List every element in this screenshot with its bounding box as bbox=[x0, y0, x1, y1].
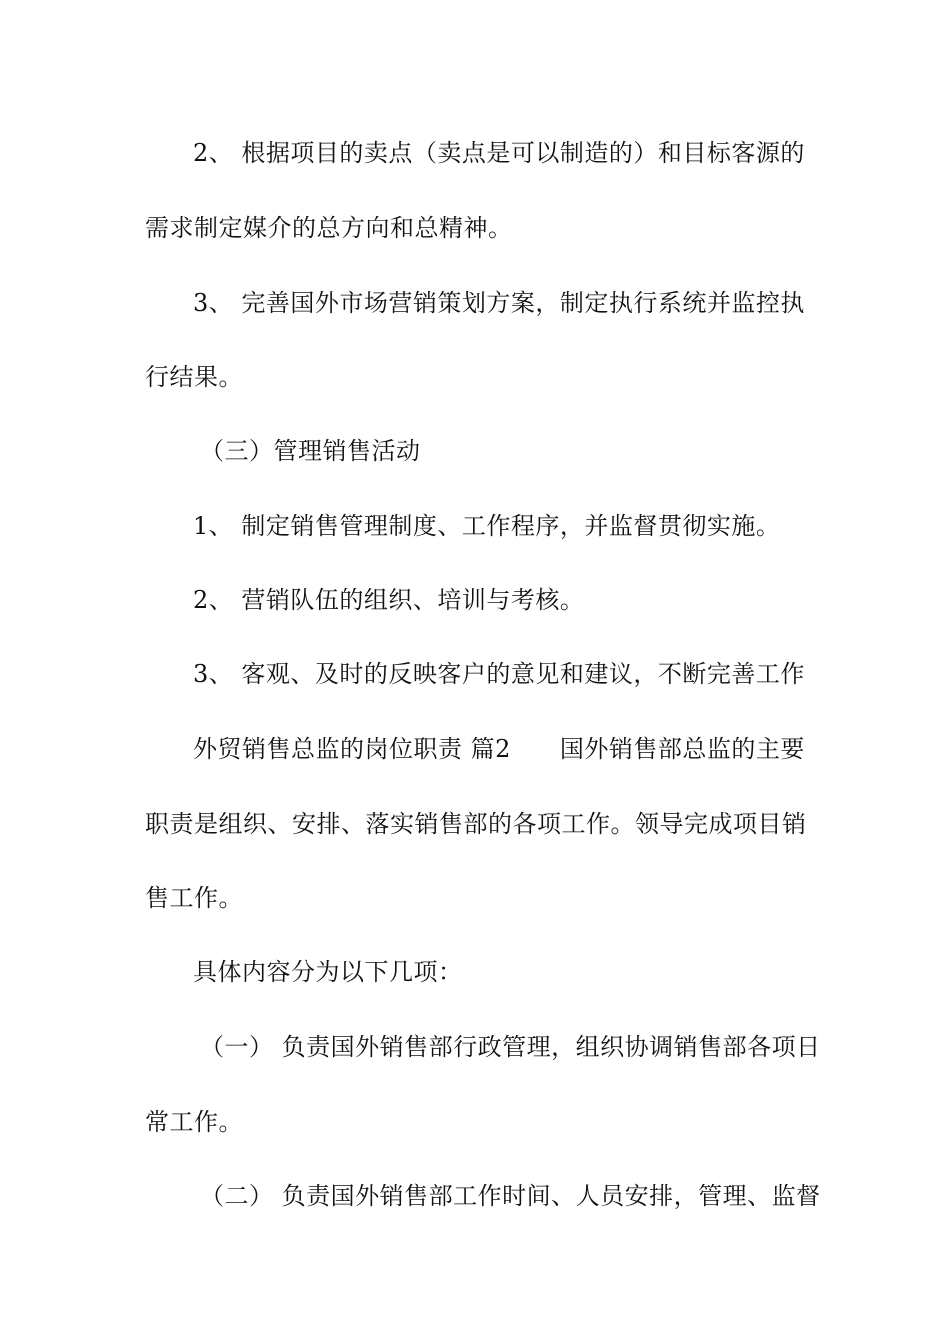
section-heading: （三）管理销售活动 bbox=[200, 437, 421, 465]
paragraph-line: 2、 根据项目的卖点（卖点是可以制造的）和目标客源的 bbox=[193, 139, 805, 167]
paragraph-line: 职责是组织、安排、落实销售部的各项工作。领导完成项目销 bbox=[145, 810, 807, 838]
paragraph-line: 3、 完善国外市场营销策划方案，制定执行系统并监控执 bbox=[193, 289, 805, 317]
paragraph-line: 3、 客观、及时的反映客户的意见和建议，不断完善工作 bbox=[193, 660, 805, 688]
paragraph-line: 售工作。 bbox=[145, 884, 243, 912]
paragraph-line: 行结果。 bbox=[145, 363, 243, 391]
paragraph-line: （一） 负责国外销售部行政管理，组织协调销售部各项日 bbox=[200, 1033, 821, 1061]
paragraph-line: （二） 负责国外销售部工作时间、人员安排，管理、监督 bbox=[200, 1182, 821, 1210]
paragraph-line: 外贸销售总监的岗位职责 篇2 国外销售部总监的主要 bbox=[193, 735, 805, 763]
paragraph-line: 2、 营销队伍的组织、培训与考核。 bbox=[193, 586, 585, 614]
paragraph-line: 1、 制定销售管理制度、工作程序，并监督贯彻实施。 bbox=[193, 512, 781, 540]
paragraph-line: 具体内容分为以下几项： bbox=[193, 958, 463, 986]
paragraph-line: 常工作。 bbox=[145, 1108, 243, 1136]
paragraph-line: 需求制定媒介的总方向和总精神。 bbox=[145, 214, 513, 242]
